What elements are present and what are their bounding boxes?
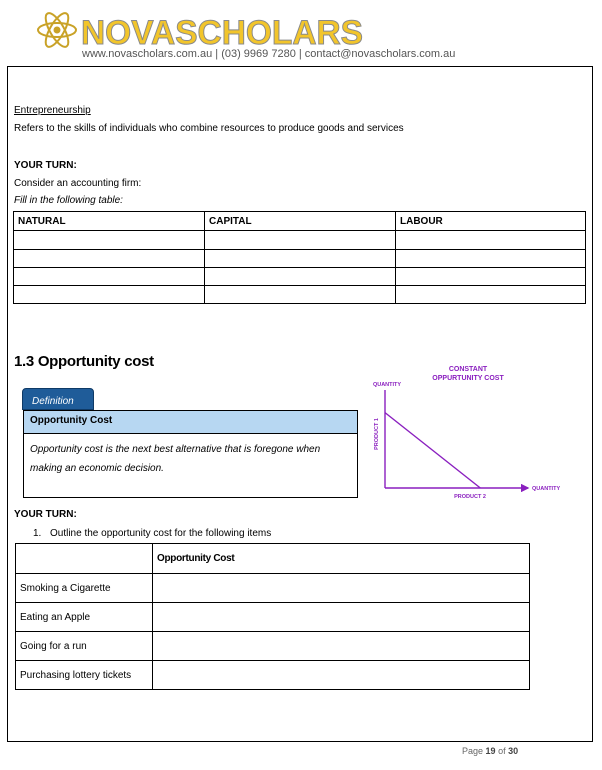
- your-turn-instruction: Fill in the following table:: [14, 195, 123, 206]
- table-row: [14, 286, 586, 304]
- table-cell[interactable]: [205, 231, 396, 250]
- x-point-label: PRODUCT 2: [454, 494, 486, 500]
- answer-cell[interactable]: [153, 661, 530, 690]
- item-label: Purchasing lottery tickets: [16, 661, 153, 690]
- your-turn-2-label: YOUR TURN:: [14, 509, 77, 520]
- your-turn-label: YOUR TURN:: [14, 160, 77, 171]
- table-header-row: [14, 212, 586, 231]
- item-label: Smoking a Cigarette: [16, 574, 153, 603]
- answer-cell[interactable]: [153, 574, 530, 603]
- definition-tab: Definition: [22, 388, 94, 410]
- table-row: [16, 574, 530, 603]
- table-cell[interactable]: [14, 268, 205, 286]
- definition-term: Opportunity Cost: [24, 411, 357, 434]
- entrepreneurship-heading: Entrepreneurship: [14, 105, 91, 116]
- opportunity-cost-chart: [365, 360, 570, 505]
- item-label: Going for a run: [16, 632, 153, 661]
- total-pages: 30: [508, 746, 519, 756]
- header-capital: CAPITAL: [205, 212, 396, 231]
- page-number: [462, 746, 518, 756]
- question-text: Outline the opportunity cost for the following items: [50, 528, 272, 539]
- y-axis-label: QUANTITY: [372, 382, 402, 388]
- entrepreneurship-definition: Refers to the skills of individuals who combine resources to produce goods and services: [14, 123, 404, 134]
- table-cell[interactable]: [14, 231, 205, 250]
- atom-icon: [38, 10, 76, 50]
- table-cell[interactable]: [14, 250, 205, 268]
- ppf-line: [385, 413, 480, 488]
- table-row: [16, 603, 530, 632]
- answer-cell[interactable]: [153, 603, 530, 632]
- table-cell[interactable]: [205, 250, 396, 268]
- x-axis-label: QUANTITY: [532, 486, 561, 492]
- table-cell[interactable]: [205, 286, 396, 304]
- novascholars-logo: [35, 8, 365, 52]
- definition-text: Opportunity cost is the next best alternative that is foregone when making an economic decision.: [30, 444, 321, 474]
- header-natural: NATURAL: [14, 212, 205, 231]
- table-row: [14, 268, 586, 286]
- blank-header-cell: [16, 544, 153, 574]
- table-cell[interactable]: [396, 268, 586, 286]
- table-cell[interactable]: [396, 286, 586, 304]
- table-cell[interactable]: [205, 268, 396, 286]
- logo-text: NOVASCHOLARS: [81, 14, 363, 52]
- section-title: 1.3 Opportunity cost: [14, 353, 154, 370]
- item-label: Eating an Apple: [16, 603, 153, 632]
- answer-cell[interactable]: [153, 632, 530, 661]
- your-turn-prompt: Consider an accounting firm:: [14, 178, 142, 189]
- table-cell[interactable]: [396, 250, 586, 268]
- table-cell[interactable]: [14, 286, 205, 304]
- of-label: of: [498, 746, 506, 756]
- table-row: [14, 231, 586, 250]
- table-cell[interactable]: [396, 231, 586, 250]
- question-number: 1.: [33, 528, 42, 539]
- table-header-row: [16, 544, 530, 574]
- chart-title: CONSTANT OPPURTUNITY COST: [432, 366, 504, 382]
- table-row: [16, 661, 530, 690]
- page-label: Page: [462, 746, 484, 756]
- header-labour: LABOUR: [396, 212, 586, 231]
- current-page: 19: [485, 746, 496, 756]
- y-point-label: PRODUCT 1: [374, 418, 380, 450]
- opportunity-cost-table: [15, 543, 530, 690]
- resources-table: [13, 211, 586, 304]
- contact-line: www.novascholars.com.au | (03) 9969 7280 | contact@novascholars.com.au: [82, 48, 456, 60]
- table-row: [16, 632, 530, 661]
- header-opportunity-cost: Opportunity Cost: [153, 544, 530, 574]
- table-row: [14, 250, 586, 268]
